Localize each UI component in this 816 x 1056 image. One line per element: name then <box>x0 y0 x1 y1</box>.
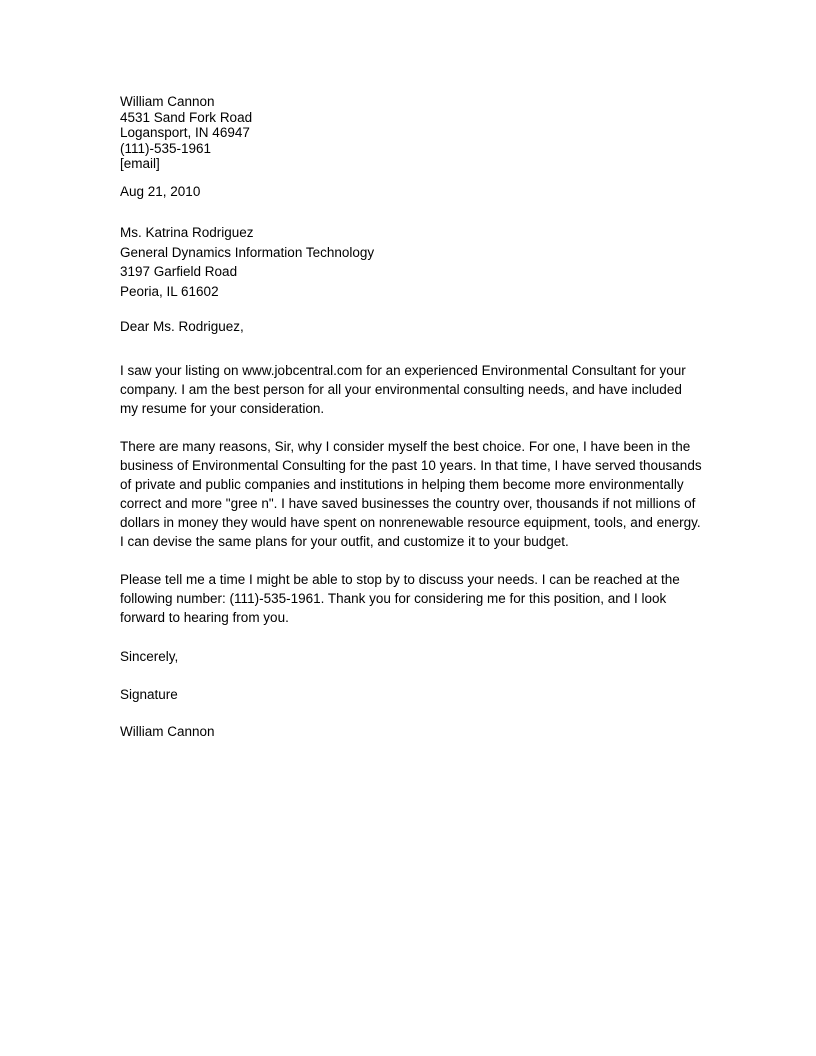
closing <box>120 649 710 665</box>
sender-street: 4531 Sand Fork Road <box>120 109 253 125</box>
signature-text: Signature <box>120 687 178 702</box>
paragraph-line: correct and more "gree n". I have saved businesses the country over, thousands if not millions of <box>120 496 696 511</box>
salutation-text: Dear Ms. Rodriguez, <box>120 319 244 334</box>
paragraph-line: business of Environmental Consulting for the past 10 years. In that time, I have served thousands <box>120 458 702 473</box>
sender-phone: (111)-535-1961 <box>120 140 212 156</box>
closing-text: Sincerely, <box>120 649 179 664</box>
signature <box>120 687 710 703</box>
sender-email: [email] <box>120 156 160 171</box>
paragraph-line: forward to hearing from you. <box>120 610 289 625</box>
recipient-address-block <box>120 223 710 301</box>
sender-city-state-zip: Logansport, IN 46947 <box>120 125 250 140</box>
paragraph-line: I saw your listing on www.jobcentral.com for an experienced Environmental Consultant for your <box>120 363 686 378</box>
sender-address-block <box>120 94 710 172</box>
body-paragraph-2 <box>120 437 710 551</box>
body-paragraph-1 <box>120 361 710 418</box>
recipient-city-state-zip: Peoria, IL 61602 <box>120 283 219 299</box>
body-paragraph-3 <box>120 570 710 627</box>
paragraph-line: my resume for your consideration. <box>120 401 325 416</box>
paragraph-line: of private and public companies and institutions in helping them become more environmentally <box>120 477 684 492</box>
letter-date <box>120 184 710 200</box>
sender-name: William Cannon <box>120 94 215 109</box>
paragraph-line: Please tell me a time I might be able to stop by to discuss your needs. I can be reached at the <box>120 572 680 587</box>
recipient-company: General Dynamics Information Technology <box>120 244 375 260</box>
recipient-name: Ms. Katrina Rodriguez <box>120 225 254 240</box>
salutation <box>120 319 710 335</box>
paragraph-line: I can devise the same plans for your outfit, and customize it to your budget. <box>120 534 569 549</box>
paragraph-line: company. I am the best person for all your environmental consulting needs, and have included <box>120 382 682 397</box>
paragraph-line: dollars in money they would have spent on nonrenewable resource equipment, tools, and energy. <box>120 515 701 530</box>
date-text: Aug 21, 2010 <box>120 184 201 199</box>
recipient-street: 3197 Garfield Road <box>120 264 238 279</box>
signer-name: William Cannon <box>120 724 215 739</box>
paragraph-line: following number: (111)-535-1961. Thank you for considering me for this position, and I look <box>120 591 667 606</box>
paragraph-line: There are many reasons, Sir, why I consider myself the best choice. For one, I have been in the <box>120 439 691 454</box>
signer-name-block <box>120 724 710 740</box>
